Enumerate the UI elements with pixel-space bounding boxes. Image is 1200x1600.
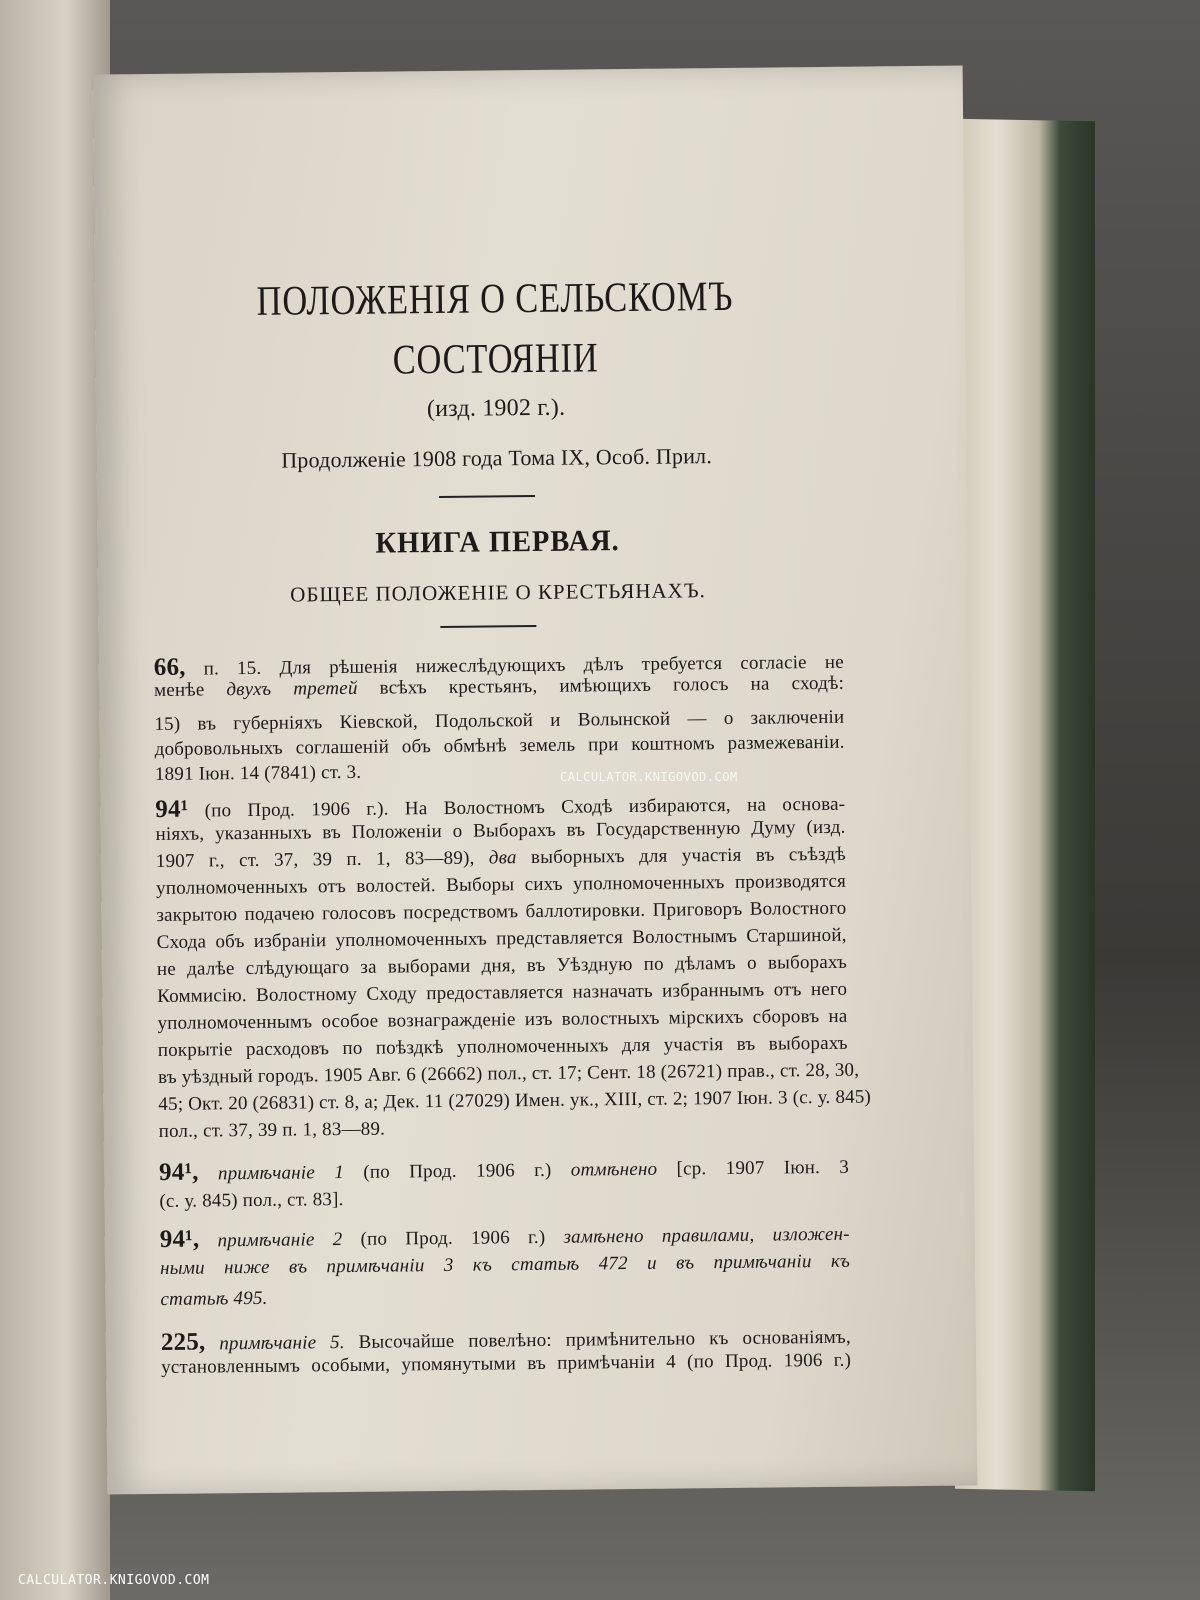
text-line bbox=[156, 844, 846, 873]
text-segment: Высочайше повелѣно: примѣнительно къ основаніямъ, bbox=[344, 1326, 851, 1354]
text-line bbox=[159, 1184, 849, 1213]
divider bbox=[439, 495, 535, 498]
edition: (изд. 1902 г.). bbox=[426, 394, 566, 423]
text-segment: примѣчаніе 1 bbox=[198, 1162, 345, 1185]
text-segment: (по Прод. 1906 г.). На Волостномъ Сходѣ избираются, на основа- bbox=[188, 793, 846, 822]
text-segment: не далѣе слѣдующаго за выборами дня, въ Уѣздную по дѣламъ о выборахъ bbox=[156, 951, 848, 980]
text-line bbox=[158, 1086, 872, 1116]
text-line bbox=[158, 1033, 848, 1062]
book-page bbox=[93, 65, 978, 1494]
text-segment: (с. у. 845) пол., ст. 83]. bbox=[159, 1189, 344, 1212]
divider bbox=[440, 625, 536, 628]
text-segment: 66, bbox=[153, 653, 186, 681]
text-segment: два bbox=[488, 847, 517, 869]
text-segment: 94¹ bbox=[155, 795, 189, 823]
text-line bbox=[159, 1114, 849, 1143]
text-segment: ніяхъ, указанныхъ въ Положеніи о Выборахъ въ Государственную Думу (изд. bbox=[155, 816, 846, 845]
text-segment: всѣхъ крестьянъ, имѣющихъ голосъ на сходѣ: bbox=[357, 672, 845, 699]
continuation: Продолженіе 1908 года Тома IX, Особ. Прил. bbox=[281, 443, 713, 473]
title-line-2: СОСТОЯНІИ bbox=[392, 335, 599, 384]
text-segment: ными ниже въ примѣчаніи 3 къ статьѣ 472 и въ примѣчаніи къ bbox=[159, 1250, 851, 1279]
text-segment: двухъ третей bbox=[226, 677, 358, 701]
text-segment: уполномоченныхъ отъ волостей. Выборы сихъ уполномоченныхъ производятся bbox=[156, 870, 847, 899]
text-segment: 1907 г., ст. 37, 39 п. 1, 83—89), bbox=[155, 847, 489, 872]
text-segment: менѣе bbox=[153, 679, 227, 701]
text-segment: уполномоченнымъ особое вознагражденіе изъ волостныхъ мірскихъ сборовъ на bbox=[157, 1005, 848, 1034]
text-segment: Коммисію. Волостному Сходу предоставляется назначать избраннымъ отъ него bbox=[157, 978, 848, 1007]
text-segment: установленнымъ особыми, упомянутыми въ примѣчаніи 4 (по Прод. 1906 г.) bbox=[161, 1349, 852, 1378]
text-line bbox=[157, 925, 847, 954]
text-segment: закрытою подачею голосовъ посредствомъ баллотировки. Приговоръ Волостного bbox=[156, 897, 847, 926]
text-line bbox=[155, 757, 845, 786]
text-segment: 15) въ губерніяхъ Кіевской, Подольской и Волынской — о заключеніи bbox=[154, 706, 845, 735]
text-segment: примѣчаніе 5. bbox=[205, 1332, 345, 1355]
text-segment: п. 15. Для рѣшенія нижеслѣдующихъ дѣлъ требуется согласіе не bbox=[185, 651, 844, 680]
text-line bbox=[157, 1059, 860, 1089]
section-heading: ОБЩЕЕ ПОЛОЖЕНІЕ О КРЕСТЬЯНАХЪ. bbox=[290, 578, 706, 607]
text-segment: [ср. 1907 Іюн. 3 bbox=[657, 1156, 850, 1180]
text-line bbox=[160, 1282, 850, 1311]
text-segment: покрытіе расходовъ по поѣздкѣ уполномоченныхъ для участія въ выборахъ bbox=[157, 1032, 848, 1061]
text-segment: замѣнено правилами, изложен- bbox=[563, 1223, 850, 1248]
text-segment: добровольныхъ соглашеній объ обмѣнѣ земель при коштномъ размежеваніи. bbox=[154, 731, 845, 760]
text-line bbox=[155, 732, 845, 761]
text-segment: пол., ст. 37, 39 п. 1, 83—89. bbox=[158, 1118, 386, 1142]
watermark: CALCULATOR.KNIGOVOD.COM bbox=[18, 1573, 210, 1588]
text-segment: 94¹, bbox=[158, 1158, 199, 1186]
text-segment: примѣчаніе 2 bbox=[199, 1229, 343, 1252]
text-segment: отмѣнено bbox=[570, 1158, 658, 1181]
book-page-edges bbox=[955, 119, 1095, 1491]
text-segment: Схода объ избраніи уполномоченныхъ представляется Волостнымъ Старшиной, bbox=[156, 924, 847, 953]
text-line bbox=[157, 1006, 847, 1035]
text-segment: (по Прод. 1906 г.) bbox=[342, 1226, 564, 1251]
text-segment: 225, bbox=[160, 1328, 206, 1356]
text-segment: выборныхъ для участія въ съѣздѣ bbox=[516, 843, 846, 869]
text-line bbox=[160, 1251, 850, 1280]
title-line-1: ПОЛОЖЕНІЯ О СЕЛЬСКОМЪ bbox=[256, 273, 734, 325]
watermark: CALCULATOR.KNIGOVOD.COM bbox=[560, 770, 738, 784]
text-segment: 1891 Іюн. 14 (7841) ст. 3. bbox=[154, 761, 362, 785]
text-segment: 94¹, bbox=[159, 1225, 200, 1253]
text-line bbox=[157, 952, 847, 981]
text-line bbox=[156, 898, 846, 927]
text-segment: въ уѣздный городъ. 1905 Авг. 6 (26662) пол., ст. 17; Сент. 18 (26721) прав., ст. 28, 30, bbox=[157, 1059, 860, 1088]
text-line bbox=[157, 979, 847, 1008]
text-line bbox=[156, 871, 846, 900]
text-segment: (по Прод. 1906 г.) bbox=[343, 1159, 571, 1184]
book-heading: КНИГА ПЕРВАЯ. bbox=[375, 524, 620, 560]
text-line bbox=[154, 707, 844, 736]
text-segment: статьѣ 495. bbox=[160, 1287, 268, 1310]
text-line bbox=[159, 1152, 849, 1187]
text-segment: 45; Окт. 20 (26831) ст. 8, а; Дек. 11 (27029) Имен. ук., XIII, ст. 2; 1907 Іюн. 3 (с. у. 845) bbox=[158, 1086, 872, 1115]
text-line bbox=[160, 1219, 850, 1254]
